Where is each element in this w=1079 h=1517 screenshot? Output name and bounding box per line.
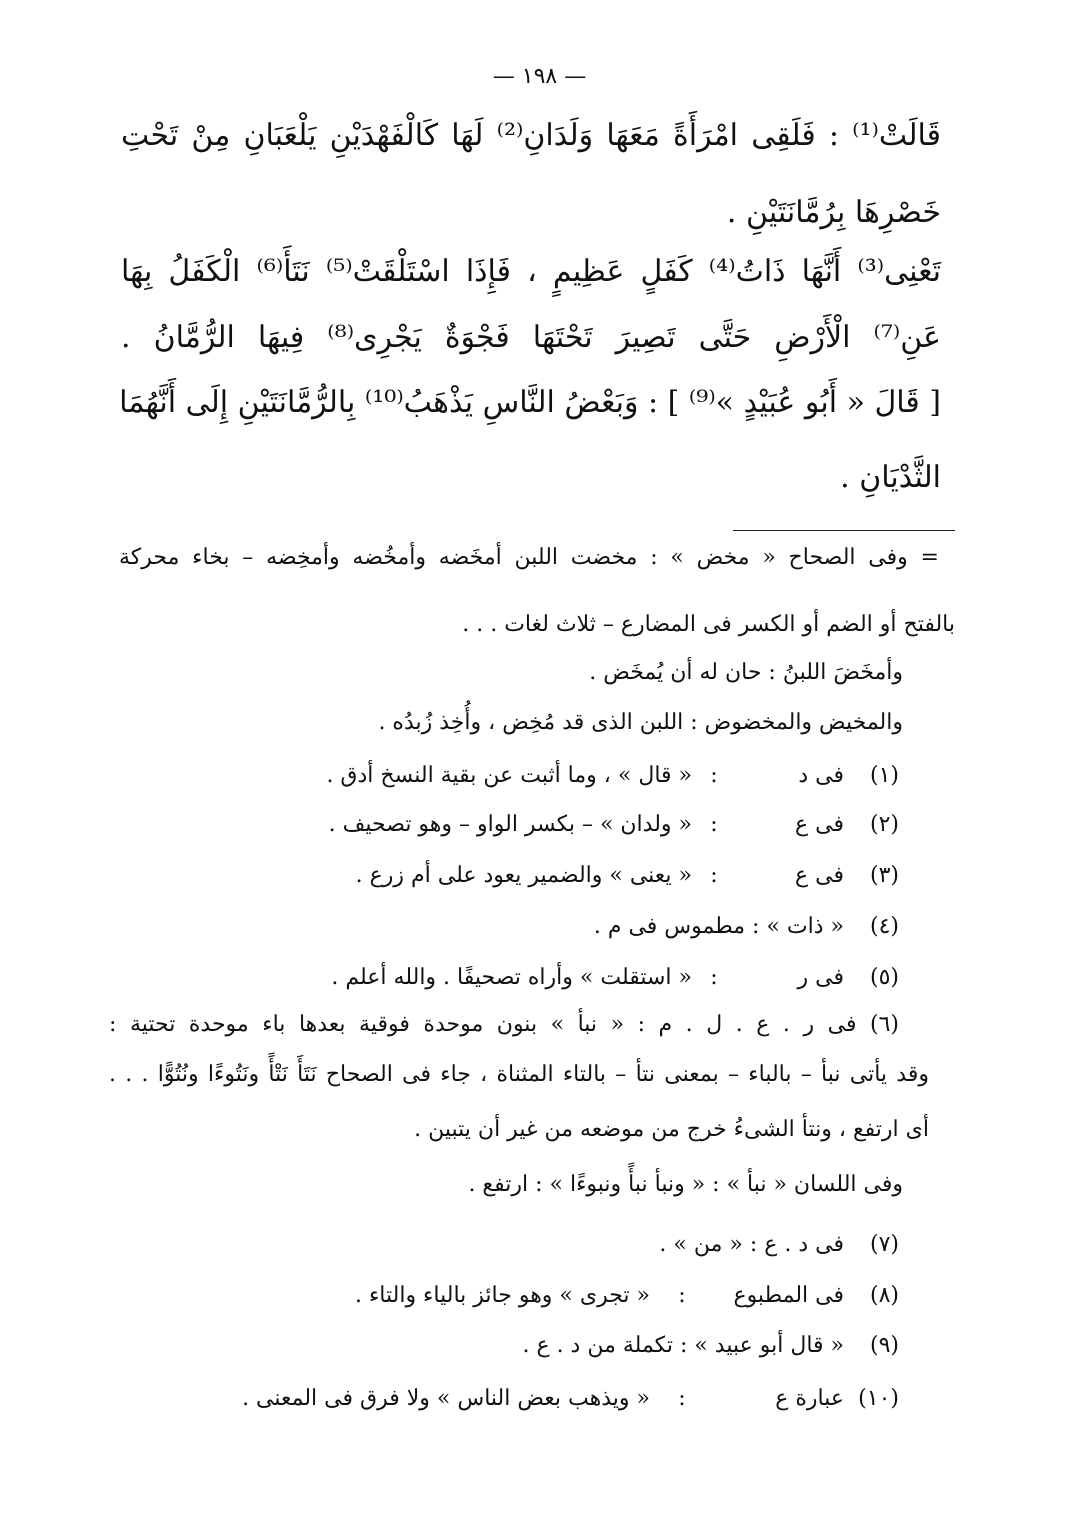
footnote-text: « يعنى » والضمير يعود على أم زرع . <box>355 863 692 888</box>
footnote-source: فى ع <box>795 812 844 837</box>
main-text-line-5: [ قَالَ « أَبُو عُبَيْدٍ »⁽⁹⁾ ] : وَبَعْضُ النَّاسِ يَذْهَبُ⁽¹⁰⁾ بِالرُّمَّانَتَيْنِ إِلَى أَنَّهُمَا <box>119 385 941 420</box>
footnote-text: فى د . ع : « من » . <box>659 1232 844 1257</box>
footnote-text: « ويذهب بعض الناس » ولا فرق فى المعنى . <box>242 1386 650 1411</box>
footnote-source: عبارة ع <box>775 1386 844 1411</box>
footnote-text: « ولدان » – بكسر الواو – وهو تصحيف . <box>328 812 692 837</box>
footnote-number: (٢) <box>869 812 899 837</box>
main-text-line-4: عَنِ⁽⁷⁾ الْأَرْضِ حَتَّى تَصِيرَ تَحْتَهَا فَجْوَةٌ يَجْرِى⁽⁸⁾ فِيهَا الرُّمَّانُ . <box>121 320 941 355</box>
footnote-number: (٣) <box>869 863 899 888</box>
footnote-source: فى المطبوع <box>733 1283 844 1308</box>
main-text-line-3: تَعْنِى⁽³⁾ أَنَّهَا ذَاتُ⁽⁴⁾ كَفَلٍ عَظِيمٍ ، فَإِذَا اسْتَلْقَتْ⁽⁵⁾ نَتَأَ⁽⁶⁾ الْكَفَلُ بِهَا <box>121 254 942 289</box>
page-number: — ١٩٨ — <box>492 64 587 89</box>
main-text-line-1: قَالَتْ⁽¹⁾ : فَلَقِى امْرَأَةً مَعَهَا وَلَدَانِ⁽²⁾ لَهَا كَالْفَهْدَيْنِ يَلْعَبَانِ مِنْ تَحْتِ <box>121 118 941 153</box>
footnote-text: « تجرى » وهو جائز بالياء والتاء . <box>354 1283 650 1308</box>
continuation-line-2: بالفتح أو الضم أو الكسر فى المضارع – ثلاث لغات . . . <box>462 612 955 637</box>
footnote-1: (١) فى د : « قال » ، وما أثبت عن بقية النسخ أدق . <box>326 763 899 788</box>
footnote-number: (٤) <box>869 914 899 939</box>
footnote-text: « قال أبو عبيد » : تكملة من د . ع . <box>522 1333 844 1358</box>
footnote-number: (٥) <box>869 965 899 990</box>
footnote-text: « استقلت » وأراه تصحيفًا . والله أعلم . <box>331 965 692 990</box>
footnote-6-line-4: وفى اللسان « نبأ » : « ونبأ نبأً ونبوءًا » : ارتفع . <box>468 1172 903 1197</box>
footnote-2: (٢) فى ع : « ولدان » – بكسر الواو – وهو تصحيف . <box>328 812 899 837</box>
footnote-5: (٥) فى ر : « استقلت » وأراه تصحيفًا . والله أعلم . <box>331 965 899 990</box>
footnote-number: (١٠) <box>858 1386 899 1411</box>
footnote-number: (٧) <box>869 1232 899 1257</box>
footnote-8: (٨) فى المطبوع : « تجرى » وهو جائز بالياء والتاء . <box>354 1283 899 1308</box>
footnote-number: (٩) <box>869 1333 899 1358</box>
continuation-line-1: = وفى الصحاح « مخض » : مخضت اللبن أمخَضه وأمخُضه وأمخِضه – بخاء محركة <box>119 545 939 570</box>
footnote-text: « ذات » : مطموس فى م . <box>593 914 844 939</box>
footnote-6-line-2: وقد يأتى نبأ – بالباء – بمعنى نتأ – بالتاء المثناة ، جاء فى الصحاح نَتَأَ نَتْأً ونَتُوءًا ونُتُوًّا . . . <box>109 1062 929 1087</box>
continuation-line-4: والمخيض والمخضوض : اللبن الذى قد مُخِض ، وأُخِذ زُبدُه . <box>378 710 903 735</box>
footnote-source: فى ر <box>797 965 844 990</box>
footnote-7 <box>659 1232 899 1257</box>
footnote-divider <box>733 530 955 531</box>
footnote-6-line-3: أى ارتفع ، ونتأ الشىءُ خرج من موضعه من غير أن يتبين . <box>414 1117 929 1142</box>
main-text-line-6: الثَّدْيَانِ . <box>840 460 941 495</box>
footnote-4 <box>594 914 899 939</box>
main-text-line-2: خَصْرِهَا بِرُمَّانَتَيْنِ . <box>726 195 941 230</box>
footnote-9 <box>522 1333 899 1358</box>
footnote-3: (٣) فى ع : « يعنى » والضمير يعود على أم زرع . <box>355 863 899 888</box>
footnote-number: (٨) <box>869 1283 899 1308</box>
footnote-6-line-1: (٦) فى ر . ع . ل . م : « نبأ » بنون موحدة فوقية بعدها باء موحدة تحتية : <box>109 1012 899 1037</box>
footnote-number: (١) <box>869 763 899 788</box>
footnote-10: (١٠) عبارة ع : « ويذهب بعض الناس » ولا فرق فى المعنى . <box>242 1386 899 1411</box>
footnote-source: فى ع <box>795 863 844 888</box>
footnote-source: فى د <box>798 763 844 788</box>
footnote-text: « قال » ، وما أثبت عن بقية النسخ أدق . <box>326 763 692 788</box>
continuation-line-3: وأمخَضَ اللبنُ : حان له أن يُمخَض . <box>589 660 903 685</box>
